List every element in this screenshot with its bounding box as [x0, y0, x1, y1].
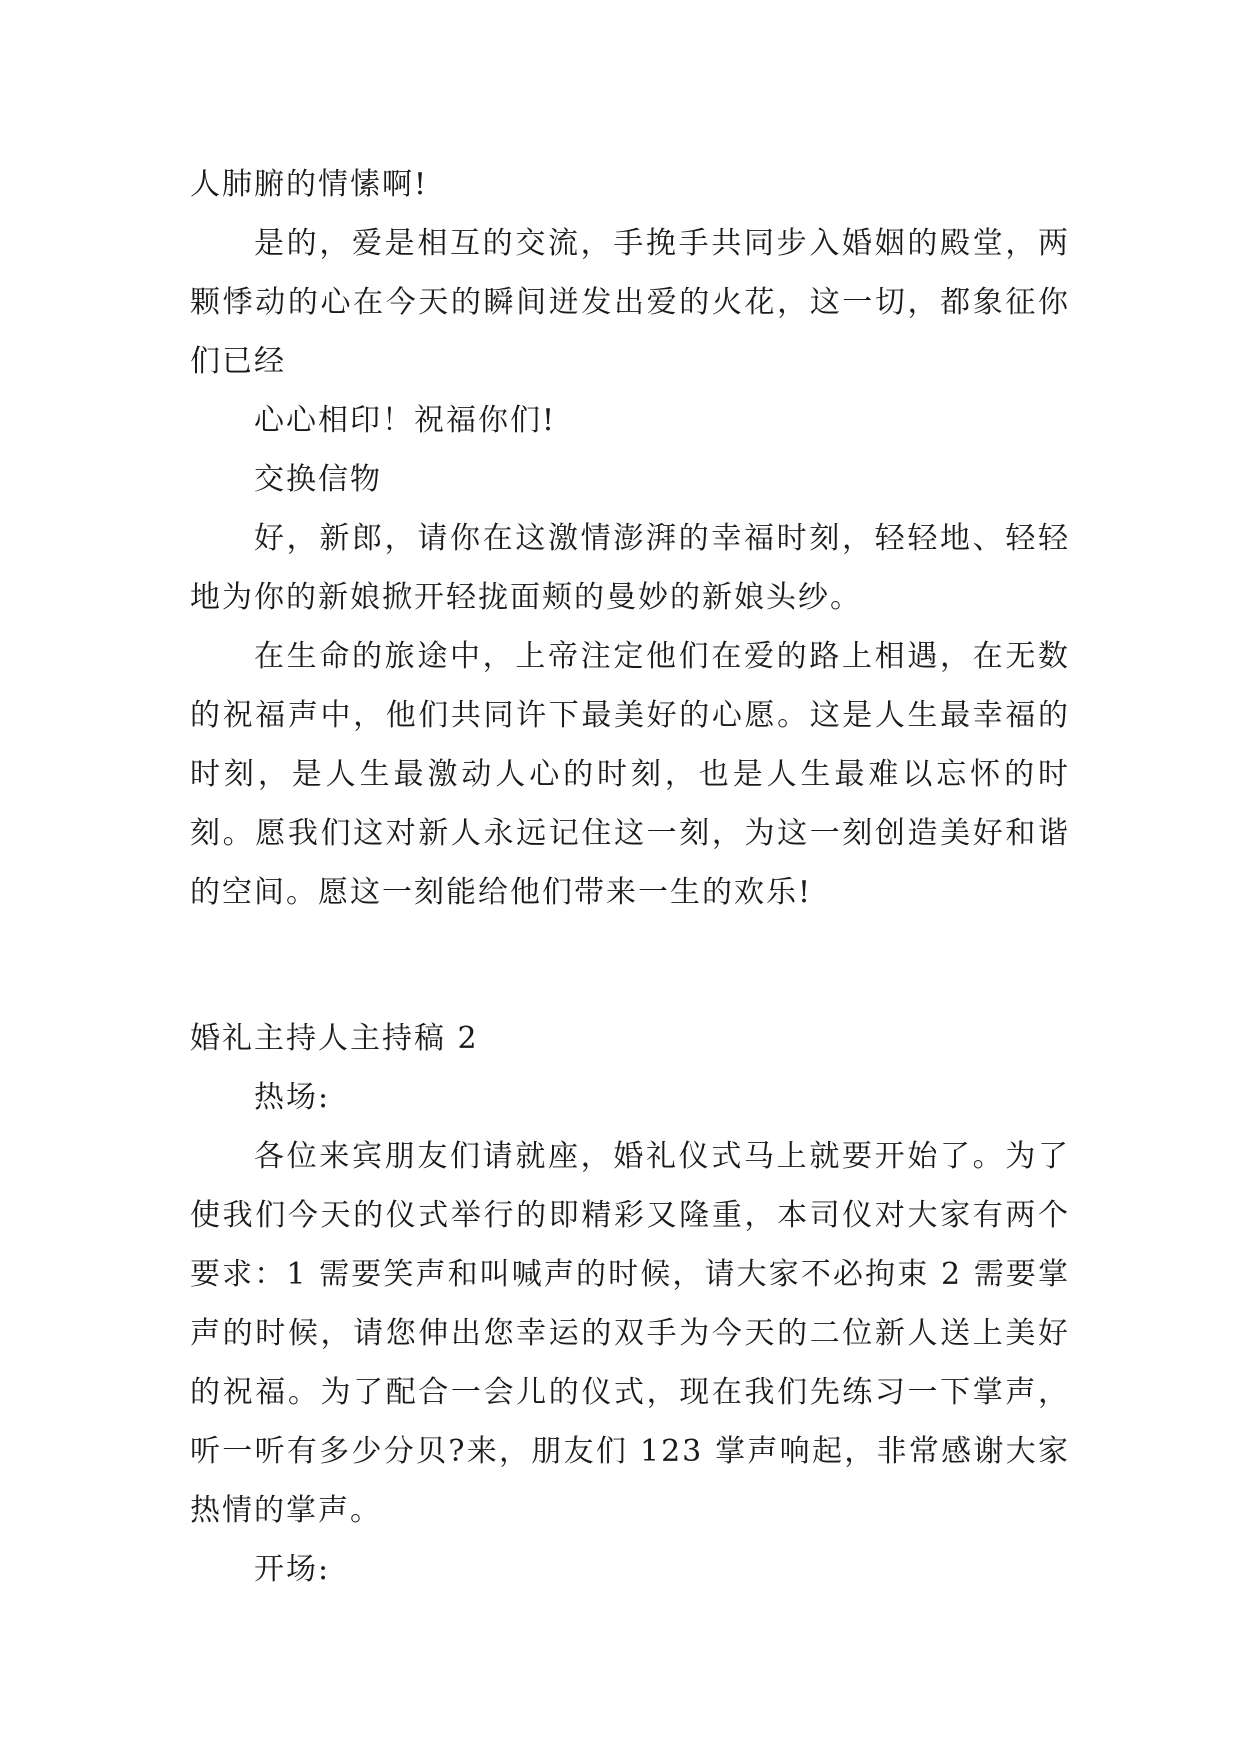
paragraph-life-journey: 在生命的旅途中，上帝注定他们在爱的路上相遇，在无数的祝福声中，他们共同许下最美好的心愿。这是人生最幸福的时刻，是人生最激动人心的时刻，也是人生最难以忘怀的时刻。愿我们这对新人永远记住这一刻，为这一刻创造美好和谐的空间。愿这一刻能给他们带来一生的欢乐!	[190, 639, 1070, 910]
document-body	[190, 155, 1070, 1599]
paragraph-exchange-tokens: 交换信物	[254, 462, 382, 497]
paragraph-opening-label: 开场:	[254, 1552, 331, 1587]
section-title: 婚礼主持人主持稿 2	[190, 1021, 479, 1056]
paragraph-warmup-label: 热场:	[254, 1080, 331, 1115]
paragraph-continuation: 人肺腑的情愫啊!	[190, 167, 429, 202]
paragraph-blessing: 心心相印！祝福你们!	[254, 403, 557, 438]
paragraph-warmup-text: 各位来宾朋友们请就座，婚礼仪式马上就要开始了。为了使我们今天的仪式举行的即精彩又隆重，本司仪对大家有两个要求：1 需要笑声和叫喊声的时候，请大家不必拘束 2 需要掌声的时候，请您伸出您幸运的双手为今天的二位新人送上美好的祝福。为了配合一会儿的仪式，现在我们先练习一下掌声，听一听有多少分贝?来，朋友们 123 掌声响起，非常感谢大家热情的掌声。	[190, 1139, 1070, 1528]
paragraph-veil: 好，新郎，请你在这激情澎湃的幸福时刻，轻轻地、轻轻地为你的新娘掀开轻拢面颊的曼妙的新娘头纱。	[190, 521, 1070, 615]
paragraph-love-exchange: 是的，爱是相互的交流，手挽手共同步入婚姻的殿堂，两颗悸动的心在今天的瞬间迸发出爱的火花，这一切，都象征你们已经	[190, 226, 1070, 379]
